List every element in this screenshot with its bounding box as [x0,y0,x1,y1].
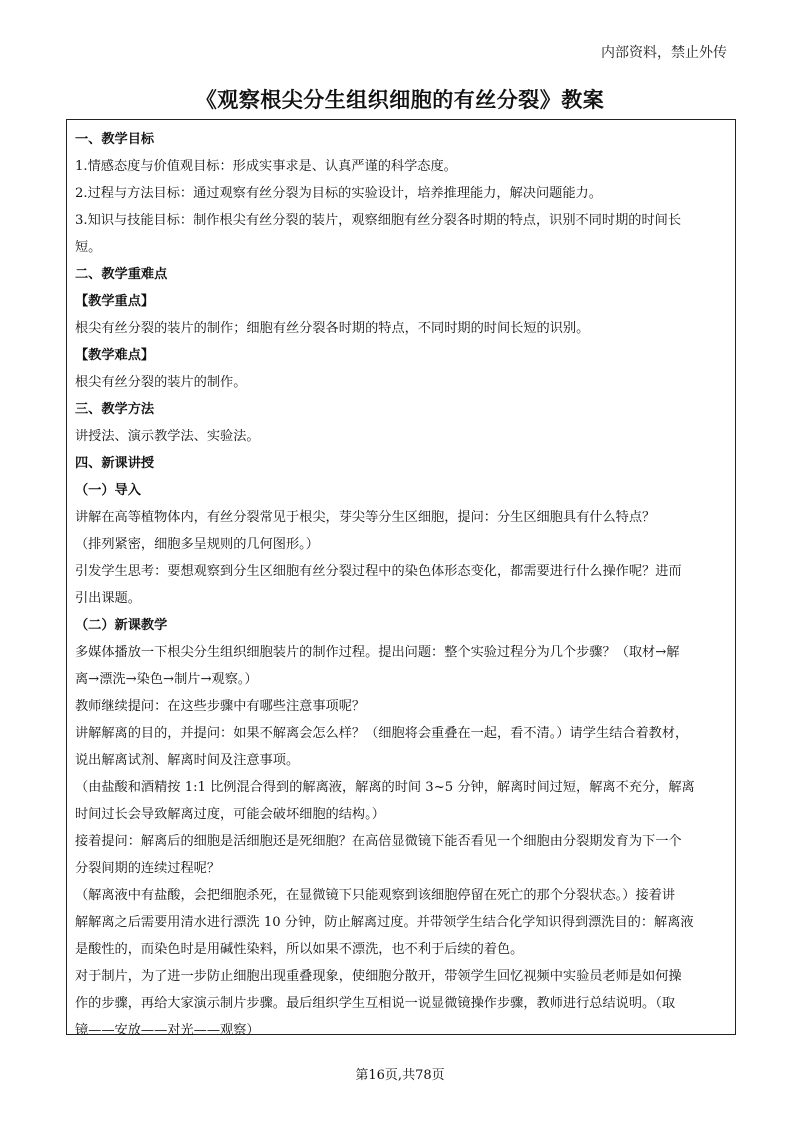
section-heading: 【教学难点】 [75,348,155,363]
text-line: 多媒体播放一下根尖分生组织细胞装片的制作过程。提出问题：整个实验过程分为几个步骤？（取材→解 [75,645,680,660]
section-heading: 一、教学目标 [75,132,155,147]
text-line: 作的步骤，再给大家演示制片步骤。最后组织学生互相说一说显微镜操作步骤，教师进行总结说明。（取 [75,996,676,1011]
lesson-plan-box [66,119,736,1038]
text-line: （解离液中有盐酸，会把细胞杀死，在显微镜下只能观察到该细胞停留在死亡的那个分裂状态。）接着讲 [75,888,676,903]
section-heading: 四、新课讲授 [75,456,155,471]
text-line: 离→漂洗→染色→制片→观察。） [75,672,258,687]
text-line: 1.情感态度与价值观目标：形成实事求是、认真严谨的科学态度。 [75,159,457,174]
text-line: 时间过长会导致解离过度，可能会破坏细胞的结构。） [75,807,385,822]
section-heading: 二、教学重难点 [75,267,168,282]
confidential-note: 内部资料，禁止外传 [601,45,727,61]
text-line: 根尖有丝分裂的装片的制作。 [75,375,247,390]
text-line: 镜——安放——对光——观察） [75,1023,260,1038]
text-line: 接着提问：解离后的细胞是活细胞还是死细胞？在高倍显微镜下能否看见一个细胞由分裂期发育为下一个 [75,834,682,849]
text-line: 解解离之后需要用清水进行漂洗 10 分钟，防止解离过度。并带领学生结合化学知识得到漂洗目的：解离液 [75,915,694,930]
text-line: 分裂间期的连续过程呢？ [75,861,221,876]
text-line: 2.过程与方法目标：通过观察有丝分裂为目标的实验设计，培养推理能力，解决问题能力。 [75,186,602,201]
page-number: 第16页,共78页 [355,1068,445,1083]
text-line: 是酸性的，而染色时是用碱性染料，所以如果不漂洗，也不利于后续的着色。 [75,942,524,957]
text-line: 对于制片，为了进一步防止细胞出现重叠现象，使细胞分散开，带领学生回忆视频中实验员老师是如何操 [75,969,682,984]
text-line: 3.知识与技能目标：制作根尖有丝分裂的装片，观察细胞有丝分裂各时期的特点，识别不同时期的时间长 [75,213,682,228]
document-title: 《观察根尖分生组织细胞的有丝分裂》教案 [195,87,605,112]
text-line: 教师继续提问：在这些步骤中有哪些注意事项呢？ [75,699,366,714]
text-line: 根尖有丝分裂的装片的制作；细胞有丝分裂各时期的特点，不同时期的时间长短的识别。 [75,321,590,336]
text-line: 引发学生思考：要想观察到分生区细胞有丝分裂过程中的染色体形态变化，都需要进行什么操作呢？进而 [75,564,682,579]
section-heading: （二）新课教学 [75,618,168,633]
text-line: 说出解离试剂、解离时间及注意事项。 [75,753,300,768]
text-line: 讲授法、演示教学法、实验法。 [75,429,260,444]
text-line: 讲解解离的目的，并提问：如果不解离会怎么样？（细胞将会重叠在一起，看不清。）请学生结合着教材， [75,726,689,741]
section-heading: 【教学重点】 [75,294,155,309]
text-line: 引出课题。 [75,591,141,606]
text-line: 短。 [75,240,102,255]
section-heading: （一）导入 [75,483,141,498]
text-line: （由盐酸和酒精按 1:1 比例混合得到的解离液，解离的时间 3~5 分钟，解离时间过短，解离不充分，解离 [75,780,695,795]
section-heading: 三、教学方法 [75,402,155,417]
text-line: （排列紧密，细胞多呈规则的几何图形。） [75,537,319,552]
text-line: 讲解在高等植物体内，有丝分裂常见于根尖，芽尖等分生区细胞，提问：分生区细胞具有什么特点？ [75,510,656,525]
